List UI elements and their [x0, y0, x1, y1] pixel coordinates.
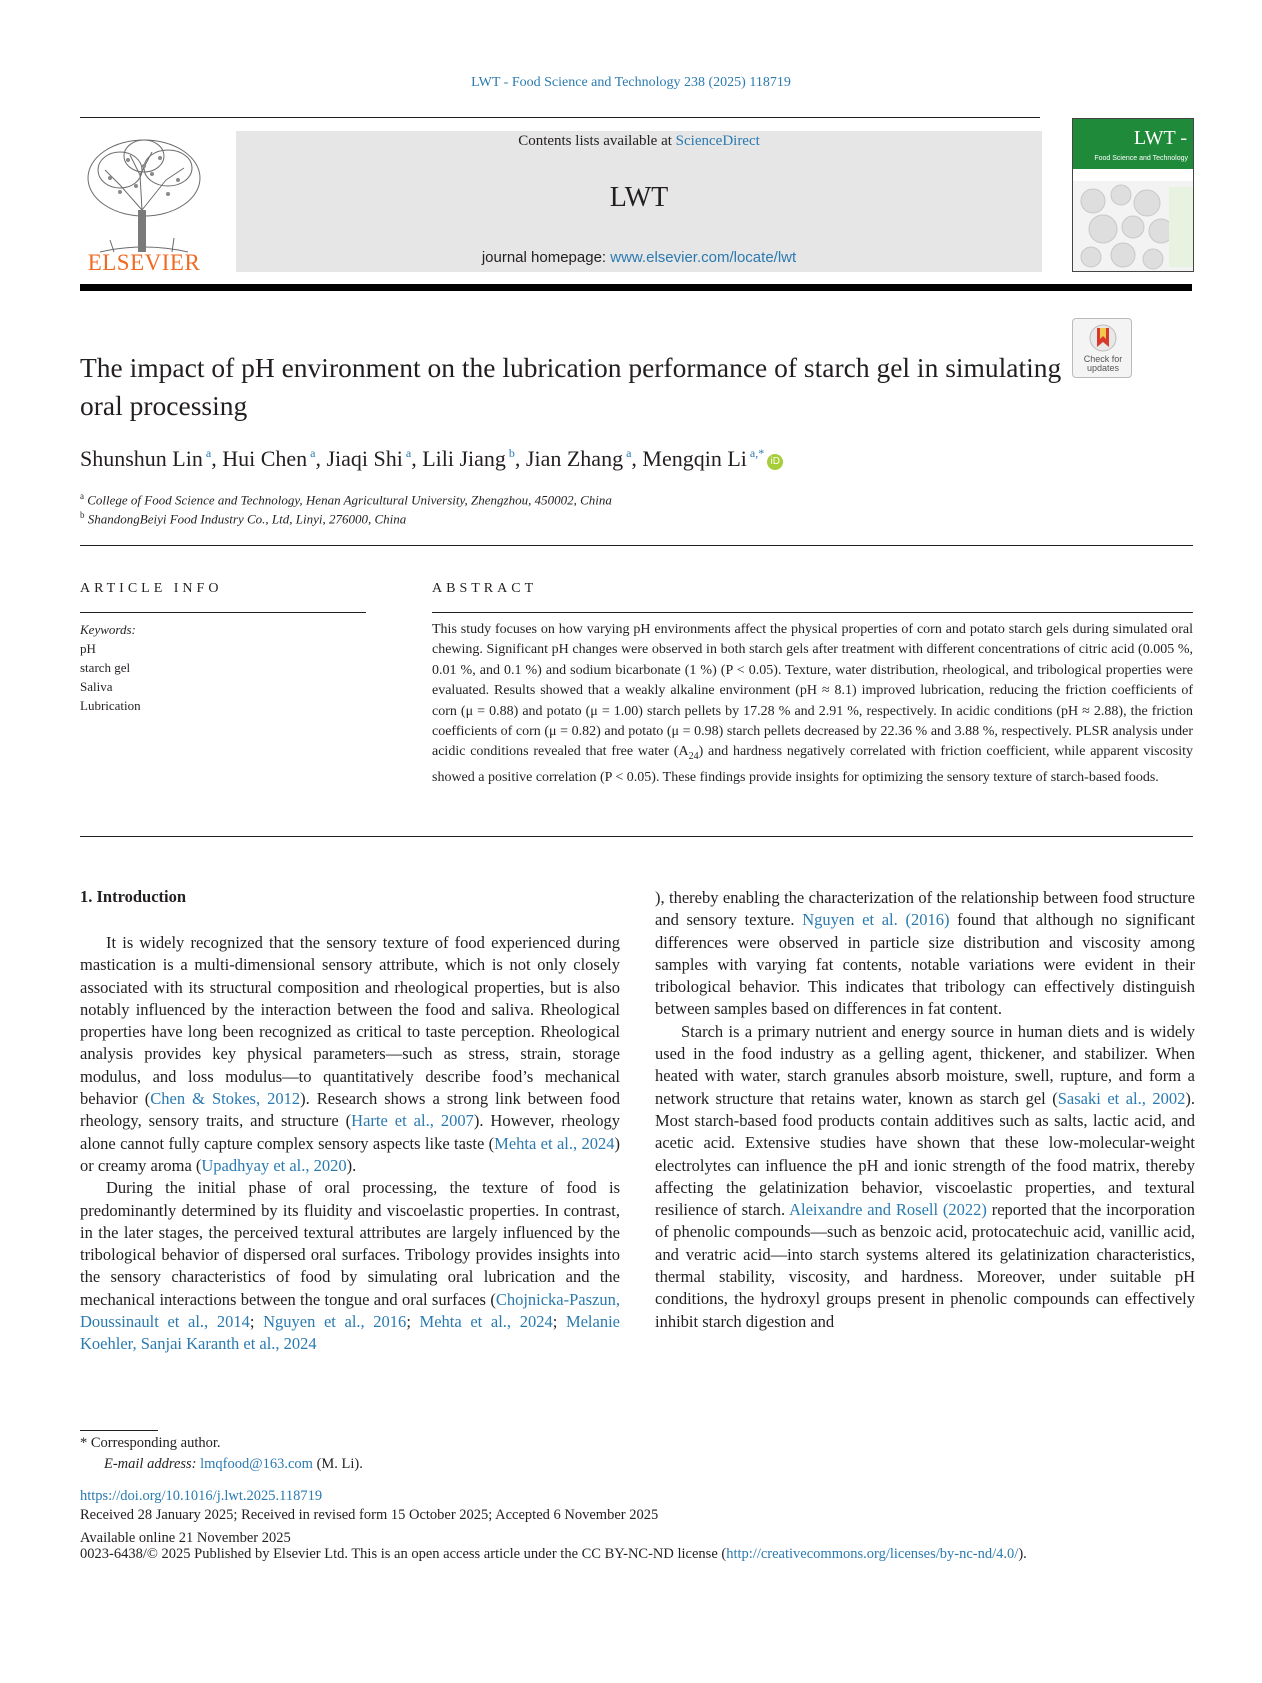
author-name[interactable]: Jiaqi Shi — [326, 446, 403, 471]
article-info-rule — [80, 612, 366, 613]
header-top-rule — [80, 117, 1040, 118]
paragraph-text: ) or creamy aroma ( — [80, 1133, 620, 1175]
journal-title: LWT — [609, 182, 669, 213]
abstract-bottom-rule — [80, 836, 1193, 837]
citation-link[interactable]: Nguyen et al., 2016 — [263, 1312, 407, 1332]
keyword-item: starch gel — [80, 660, 131, 675]
citation-link[interactable]: Chen & Stokes, 2012 — [150, 1089, 301, 1109]
body-paragraph — [655, 887, 1195, 1021]
footnote-rule — [80, 1430, 158, 1431]
paragraph-text: reported that the incorporation of phenolic compounds—such as benzoic acid, protocatechuic acid, vanillic acid, and veratric acid—into starch systems altered its gelatinization characteristics, thermal stability, viscosity, and hardness. Moreover, under suitable pH conditions, the hydroxyl groups present in phenolic compounds can effectively inhibit starch digestion and — [655, 1200, 1195, 1331]
body-paragraph — [80, 1177, 620, 1355]
contents-available — [236, 133, 1042, 150]
paragraph-text: ; — [406, 1312, 420, 1332]
abstract-text-part2: ) and hardness negatively correlated with friction coefficient, while apparent viscosity showed a positive correlation (P < 0.05). These findings provide insights for optimizing the sensory texture of starch-based foods. — [432, 744, 1193, 785]
keyword-item: pH — [80, 641, 96, 656]
citation-link[interactable]: Aleixandre and Rosell (2022) — [789, 1200, 987, 1220]
homepage-prefix: journal homepage: — [481, 249, 611, 266]
paragraph-text: ; — [552, 1312, 566, 1332]
affiliation-divider — [80, 545, 1193, 546]
license-link[interactable]: http://creativecommons.org/licenses/by-nc-nd/4.0/ — [726, 1546, 1019, 1562]
email-suffix: (M. Li). — [312, 1456, 363, 1472]
doi-link[interactable] — [80, 1488, 322, 1505]
affiliation-a-mark: a — [80, 491, 84, 501]
paragraph-text: ). Most starch-based food products contain additives such as salts, lactic acid, and acetic acid. Extensive studies have shown that these low-molecular-weight electrolytes can influence the pH and ionic strength of the food matrix, thereby affecting the gelatinization behavior, viscoelastic properties, and textural resilience of starch. — [655, 1088, 1195, 1220]
author-name[interactable]: Shunshun Lin — [80, 446, 203, 471]
article-info-heading: ARTICLE INFO — [80, 581, 223, 596]
affiliation-a-text: College of Food Science and Technology, Henan Agricultural University, Zhengzhou, 450002, China — [87, 492, 612, 508]
author-name[interactable]: Jian Zhang — [525, 446, 624, 471]
paragraph-text: ). — [346, 1155, 357, 1175]
author-name[interactable]: Lili Jiang — [422, 446, 506, 471]
author-affiliation-mark[interactable]: a,* — [746, 446, 765, 460]
citation-link[interactable]: Melanie Koehler, Sanjai Karanth et al., 2024 — [80, 1312, 620, 1354]
header-thick-rule — [80, 284, 1192, 291]
citation-link[interactable]: Harte et al., 2007 — [351, 1111, 474, 1131]
keyword-item: Lubrication — [80, 698, 141, 713]
author-affiliation-mark[interactable]: a — [402, 446, 412, 460]
paragraph-text: ), thereby enabling the characterization of the relationship between food structure and sensory texture. — [655, 888, 1195, 930]
article-title: The impact of pH environment on the lubrication performance of starch gel in simulating oral processing — [80, 352, 1062, 421]
paragraph-text: During the initial phase of oral processing, the texture of food is predominantly determined by its fluidity and viscoelastic properties. In contrast, in the later stages, the perceived textural attributes are largely influenced by the tribological behavior of dispersed oral surfaces. Tribology provides insights into the sensory characteristics of food by simulating oral lubrication and the mechanical interactions between the tongue and oral surfaces ( — [80, 1178, 620, 1309]
affiliation-b — [80, 510, 406, 527]
journal-reference[interactable]: LWT - Food Science and Technology 238 (2025) 118719 — [471, 75, 791, 90]
keywords-label: Keywords: — [80, 622, 136, 637]
bookmark-icon — [1073, 319, 1133, 355]
paragraph-text: ). However, rheology alone cannot fully capture complex sensory aspects like taste ( — [80, 1111, 620, 1153]
citation-link[interactable]: Mehta et al., 2024 — [494, 1133, 615, 1153]
author-affiliation-mark[interactable]: b — [505, 446, 515, 460]
citation-link[interactable]: Mehta et al., 2024 — [419, 1312, 553, 1332]
affiliation-b-mark: b — [80, 510, 85, 520]
email-note — [104, 1456, 363, 1473]
citation-link[interactable]: Nguyen et al. (2016) — [802, 910, 950, 930]
abstract-subscript: 24 — [688, 751, 699, 763]
check-for-updates-button[interactable] — [1072, 318, 1132, 378]
body-paragraph — [655, 1021, 1195, 1333]
paragraph-text: ). Research shows a strong link between food rheology, sensory traits, and structure ( — [80, 1089, 620, 1131]
abstract-text-part1: This study focuses on how varying pH environments affect the physical properties of corn and potato starch gels during simulated oral chewing. Significant pH changes were observed in both starch gels after treatment with different concentrations of citric acid (0.005 %, 0.01 %, and 0.1 %) and sodium bicarbonate (1 %) (P < 0.05). Texture, water distribution, rheological, and tribological properties were evaluated. Results showed that a weakly alkaline environment (pH ≈ 8.1) improved lubrication, reducing the friction coefficients of corn (μ = 0.88) and potato (μ = 1.00) starch pellets by 17.28 % and 2.91 %, respectively. In acidic conditions (pH ≈ 2.88), the friction coefficients of corn (μ = 0.82) and potato (μ = 0.98) starch pellets decreased by 22.36 % and 3.88 %, respectively. PLSR analysis under acidic conditions revealed that free water (A — [432, 622, 1193, 760]
orcid-icon[interactable]: iD — [767, 454, 783, 470]
email-link[interactable]: lmqfood@163.com — [200, 1456, 313, 1472]
cover-title: LWT - — [1133, 127, 1187, 149]
journal-header-box — [236, 131, 1042, 272]
author-name[interactable]: Hui Chen — [222, 446, 308, 471]
email-label: E-mail address: — [104, 1456, 197, 1472]
author-affiliation-mark[interactable]: a — [202, 446, 212, 460]
journal-cover — [1072, 118, 1194, 272]
corresponding-author-note: * Corresponding author. — [80, 1435, 221, 1451]
keywords-block — [80, 620, 141, 715]
affiliation-b-text: ShandongBeiyi Food Industry Co., Ltd, Linyi, 276000, China — [87, 511, 407, 527]
contents-prefix: Contents lists available at — [518, 133, 676, 149]
author-name[interactable]: Mengqin Li — [642, 446, 747, 471]
cover-subtitle: Food Science and Technology — [1094, 155, 1188, 162]
affiliation-a — [80, 491, 612, 508]
body-paragraph — [80, 932, 620, 1177]
citation-link[interactable]: Upadhyay et al., 2020 — [201, 1155, 347, 1175]
introduction-heading: 1. Introduction — [80, 887, 187, 906]
license-line — [80, 1546, 1027, 1563]
check-for-updates-label: Check for updates — [1083, 354, 1123, 373]
doi-text[interactable]: https://doi.org/10.1016/j.lwt.2025.118719 — [80, 1488, 323, 1504]
abstract-rule — [432, 612, 1193, 613]
author-affiliation-mark[interactable]: a — [307, 446, 316, 460]
author-list: Shunshun Lin $^a$, Hui Chen $^a$, Jiaqi Shi $^a$, Lili Jiang $^b$, Jian Zhang $^a$, Mengqin Li $^{a,*}$iD — [80, 446, 783, 472]
journal-homepage — [236, 249, 1042, 266]
paragraph-text: ; — [249, 1312, 264, 1332]
body-column-left — [80, 932, 620, 1390]
keyword-item: Saliva — [80, 679, 113, 694]
citation-link[interactable]: Sasaki et al., 2002 — [1057, 1088, 1186, 1108]
elsevier-wordmark: ELSEVIER — [87, 250, 201, 275]
available-online: Available online 21 November 2025 — [80, 1530, 291, 1546]
license-suffix: ). — [1018, 1546, 1027, 1562]
article-history: Received 28 January 2025; Received in revised form 15 October 2025; Accepted 6 November 2025 — [80, 1507, 659, 1523]
body-column-right — [655, 887, 1195, 1390]
license-prefix: 0023-6438/© 2025 Published by Elsevier Ltd. This is an open access article under the CC BY-NC-ND license ( — [80, 1546, 727, 1562]
paragraph-text: found that although no significant differences were observed in particle size distribution and viscosity among samples with varying fat contents, notable variations were evident in their tribological behavior. This indicates that tribology can effectively distinguish between samples based on differences in fat content. — [655, 910, 1195, 1019]
paragraph-text: It is widely recognized that the sensory texture of food experienced during mastication is a multi-dimensional sensory attribute, which is not only closely associated with its structural composition and rheological properties, but is also notably influenced by the interaction between the food and saliva. Rheological properties have long been recognized as critical to taste perception. Rheological analysis provides key physical parameters—such as stress, strain, storage modulus, and loss modulus—to quantitatively describe food’s mechanical behavior ( — [80, 933, 620, 1109]
abstract-text — [432, 620, 1193, 788]
sciencedirect-link[interactable]: ScienceDirect — [675, 133, 760, 149]
citation-link[interactable]: Chojnicka-Paszun, Doussinault et al., 2014 — [80, 1289, 620, 1332]
author-affiliation-mark[interactable]: a — [623, 446, 632, 460]
paragraph-text: Starch is a primary nutrient and energy source in human diets and is widely used in the food industry as a gelling agent, thickener, and stabilizer. When heated with water, starch granules absorb moisture, swell, rupture, and form a network structure that retains water, known as starch gel ( — [655, 1021, 1195, 1108]
abstract-heading: ABSTRACT — [432, 581, 538, 596]
homepage-link[interactable]: www.elsevier.com/locate/lwt — [610, 249, 797, 266]
cover-image — [1073, 181, 1194, 272]
